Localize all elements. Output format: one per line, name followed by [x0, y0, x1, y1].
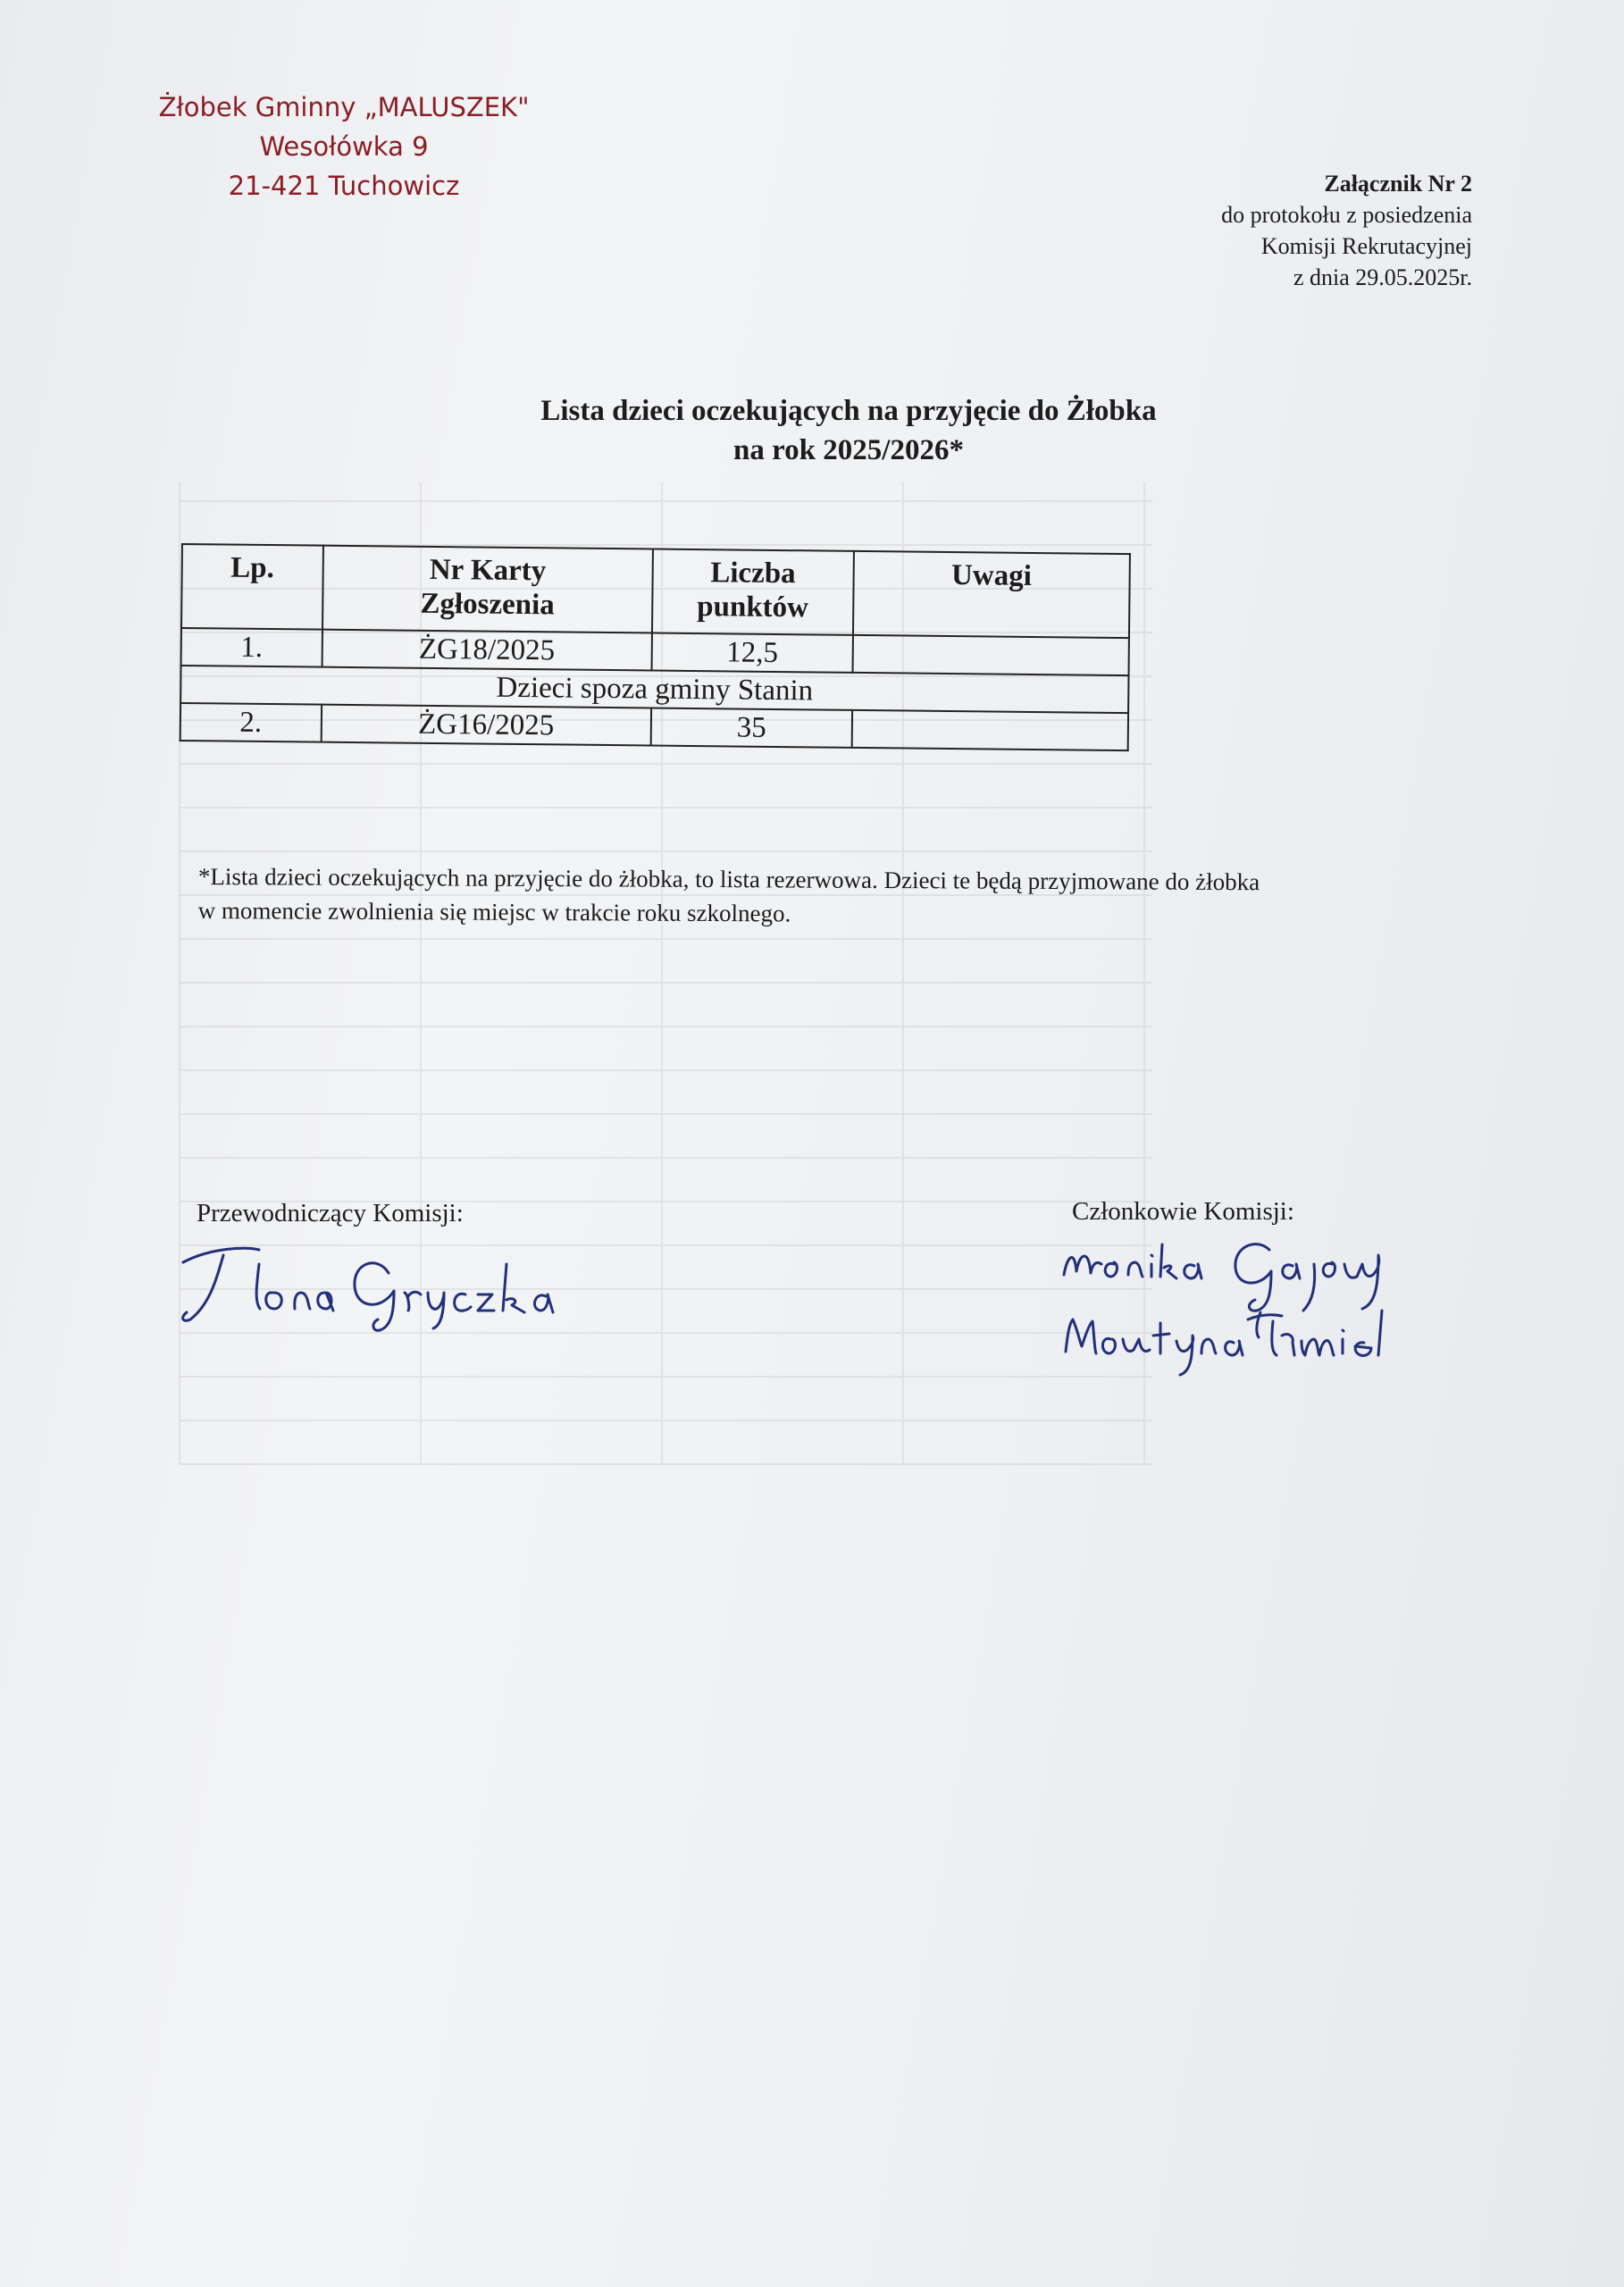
nursery-address-stamp — [134, 88, 554, 205]
header-text: Liczba — [710, 557, 796, 591]
cell-points: 12,5 — [652, 633, 853, 673]
title-line: Lista dzieci oczekujących na przyjęcie do Żłobka — [540, 395, 1157, 427]
cell-lp: 1. — [181, 628, 322, 667]
cell-notes — [851, 710, 1128, 750]
cell-notes — [852, 635, 1129, 675]
title-line: na rok 2025/2026* — [733, 434, 964, 466]
table-header-row — [181, 544, 1130, 638]
waiting-list-table — [180, 543, 1131, 751]
chair-label: Przewodniczący Komisji: — [197, 1199, 464, 1227]
footnote-line: w momencie zwolnienia się miejsc w trakcie roku szkolnego. — [197, 896, 791, 927]
stamp-line-city: 21-421 Tuchowicz — [228, 171, 460, 201]
footnote — [198, 859, 1494, 934]
stamp-line-name: Żłobek Gminny „MALUSZEK" — [158, 92, 530, 122]
header-text: punktów — [697, 591, 809, 624]
attachment-line: Komisji Rekrutacyjnej — [1260, 233, 1472, 259]
cell-lp: 2. — [180, 703, 322, 742]
attachment-date: z dnia 29.05.2025r. — [1293, 264, 1472, 290]
header-notes: Uwagi — [853, 551, 1130, 638]
members-label: Członkowie Komisji: — [1072, 1197, 1294, 1226]
header-text: Nr Karty — [429, 553, 547, 588]
header-card-number — [322, 546, 653, 633]
attachment-line: do protokołu z posiedzenia — [1221, 202, 1472, 228]
cell-points: 35 — [651, 708, 852, 748]
section-label: Dzieci spoza gminy Stanin — [180, 666, 1128, 713]
attachment-number: Załącznik Nr 2 — [1324, 171, 1472, 197]
header-lp: Lp. — [181, 544, 323, 630]
attachment-header — [936, 168, 1472, 293]
cell-card-number: ŻG16/2025 — [321, 705, 651, 746]
header-text: Zgłoszenia — [420, 587, 555, 622]
document-title — [268, 391, 1429, 470]
cell-card-number: ŻG18/2025 — [322, 630, 652, 671]
chair-signature — [174, 1237, 567, 1336]
stamp-line-street: Wesołówka 9 — [259, 131, 429, 162]
header-points — [652, 549, 854, 635]
member2-signature — [1059, 1300, 1416, 1380]
footnote-line: *Lista dzieci oczekujących na przyjęcie do żłobka, to lista rezerwowa. Dzieci te będą przyjmowane do żłobka — [197, 862, 1260, 896]
